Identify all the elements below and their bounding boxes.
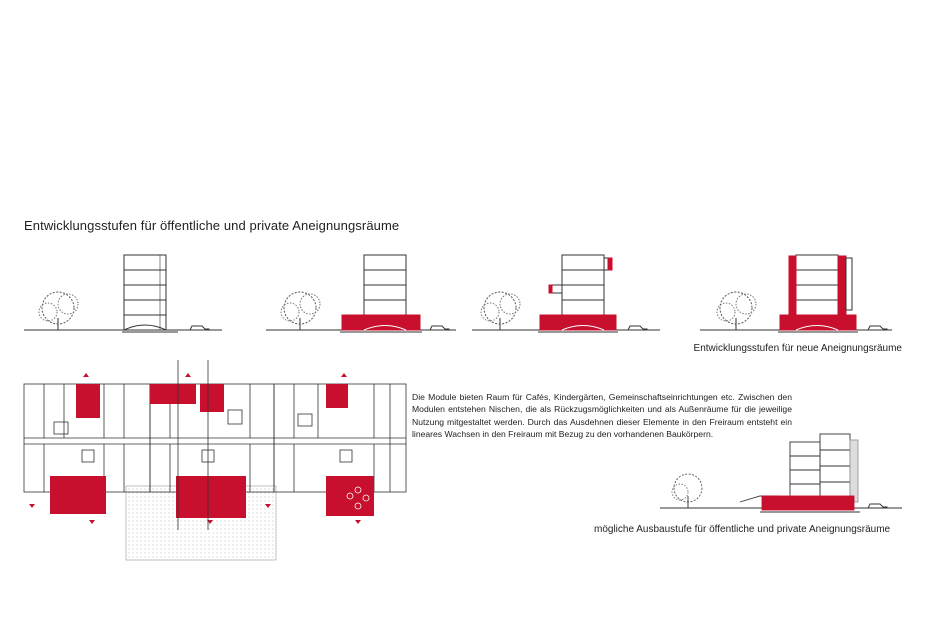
caption-extension-stage: mögliche Ausbaustufe für öffentliche und private Aneignungsräume (594, 524, 891, 535)
tree-icon (281, 292, 320, 330)
car-icon (190, 326, 209, 330)
car-icon (868, 326, 887, 330)
tree-icon (717, 292, 756, 330)
tree-icon (672, 474, 702, 508)
description-text: Die Module bieten Raum für Cafés, Kindergärten, Gemeinschaftseinrichtungen etc. Zwischen den Modulen entstehen Nischen, die als Rückzugsmöglichkeiten und als Außenräume für die jeweilige Nutzung mitgestaltet werden. Durch das Ausdehnen dieser Elemente in den Freiraum entsteht ein lineares Wachsen in den Freiraum mit Bezug zu den vorhandenen Baukörpern. (412, 392, 792, 439)
tree-icon (481, 292, 520, 330)
forecourt-hatch (126, 486, 276, 560)
diagram-title: Entwicklungsstufen für öffentliche und private Aneignungsräume (24, 218, 400, 233)
car-icon (430, 326, 449, 330)
car-icon (868, 504, 887, 508)
car-icon (628, 326, 647, 330)
tree-icon (39, 292, 78, 330)
caption-new-spaces: Entwicklungsstufen für neue Aneignungsräume (693, 343, 902, 354)
